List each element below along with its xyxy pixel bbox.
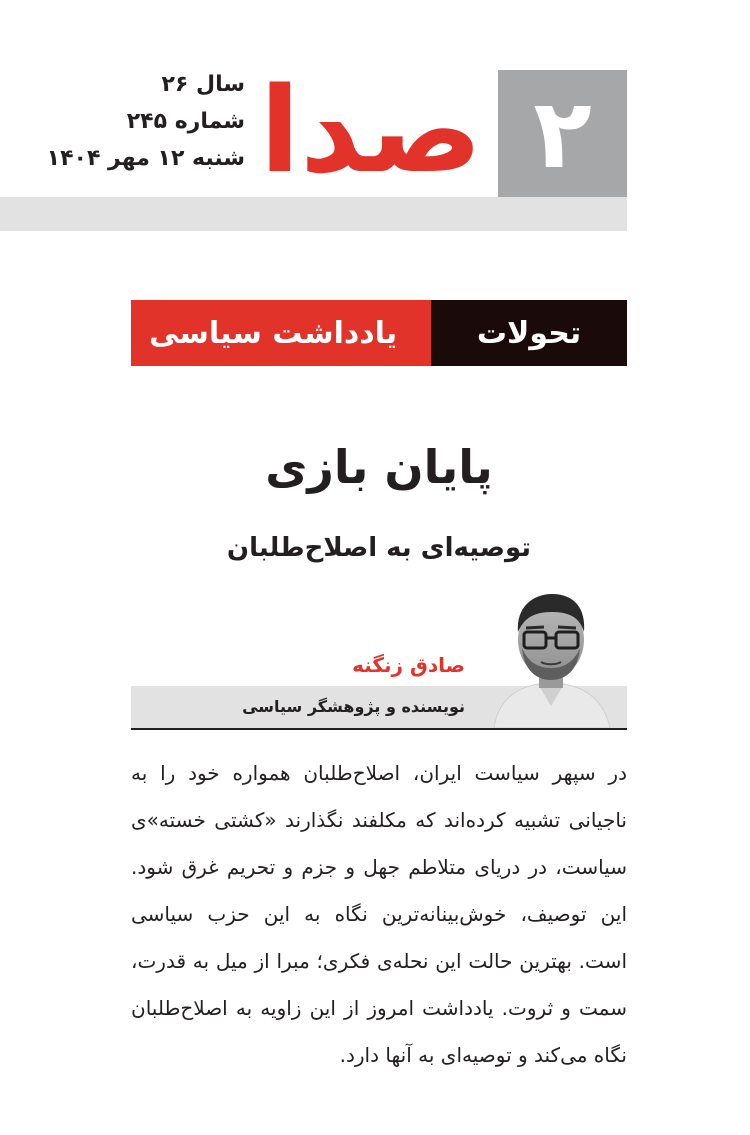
author-role: نویسنده و پژوهشگر سیاسی <box>242 697 465 716</box>
newspaper-logo: صدا <box>259 61 483 199</box>
issue-year: سال ۲۶ <box>161 72 245 97</box>
author-name: صادق زنگنه <box>352 653 465 677</box>
section-primary-label: تحولات <box>431 300 627 366</box>
section-secondary-label: یادداشت سیاسی <box>131 300 431 366</box>
issue-date: شنبه ۱۲ مهر ۱۴۰۴ <box>46 146 245 171</box>
section-banner <box>131 300 627 366</box>
page-number: ۲ <box>533 77 592 190</box>
author-divider <box>131 728 627 730</box>
issue-info <box>30 66 245 177</box>
article-subtitle: توصیه‌ای به اصلاح‌طلبان <box>226 533 532 563</box>
issue-number: شماره ۲۴۵ <box>126 109 245 134</box>
author-photo <box>486 588 616 728</box>
page-number-box <box>498 70 627 197</box>
article-body: در سپهر سیاست ایران، اصلاح‌طلبان همواره خود را به ناجیانی تشبیه کرده‌اند که مکلفند نگذارند «کشتی خسته»ی سیاست، در دریای متلاطم جهل و جزم و تحریم غرق شود. این توصیف، خوش‌بینانه‌ترین نگاه به این حزب سیاسی است. بهترین حالت این نحله‌ی فکری؛ مبرا از میل به قدرت، سمت و ثروت. یادداشت امروز از این زاویه به اصلاح‌طلبان نگاه می‌کند و توصیه‌ای به آنها دارد. <box>131 761 627 1067</box>
article-title: پایان بازی <box>265 440 493 494</box>
